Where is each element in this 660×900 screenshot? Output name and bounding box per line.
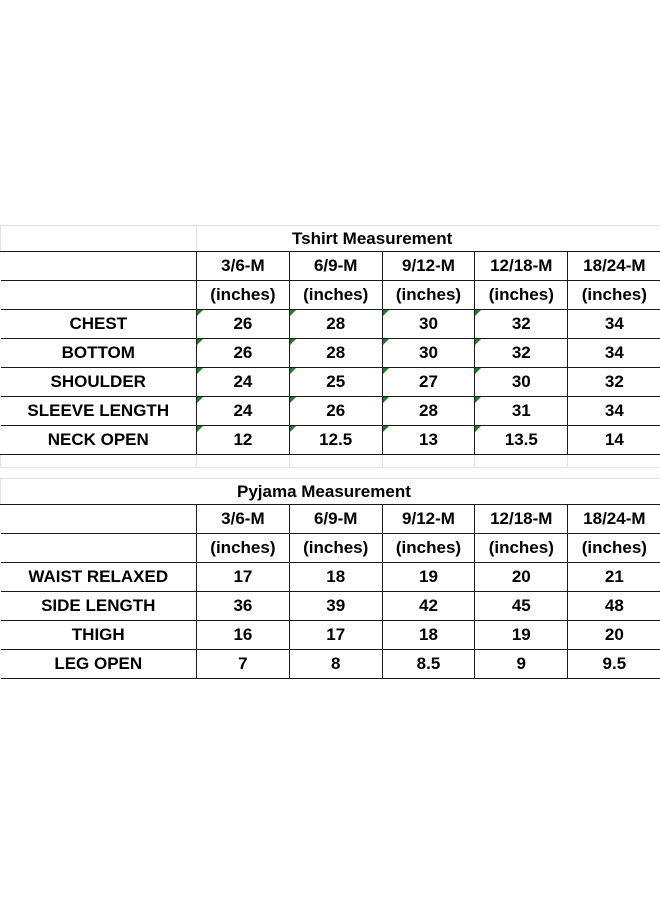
number-warning-indicator-icon <box>197 339 203 345</box>
value-text: 31 <box>511 401 531 420</box>
spacer-row <box>1 455 660 468</box>
value-cell[interactable] <box>289 368 382 397</box>
value-cell[interactable]: 17 <box>197 563 290 592</box>
unit-cell[interactable]: (inches) <box>568 534 660 563</box>
unit-cell[interactable]: (inches) <box>382 281 475 310</box>
value-text: 27 <box>419 372 438 391</box>
value-cell[interactable]: 19 <box>475 621 568 650</box>
number-warning-indicator-icon <box>197 397 203 403</box>
empty-cell[interactable] <box>1 226 197 252</box>
size-header[interactable]: 9/12-M <box>382 252 475 281</box>
row-label[interactable]: WAIST RELAXED <box>1 563 197 592</box>
number-warning-indicator-icon <box>383 426 389 432</box>
value-cell[interactable]: 17 <box>289 621 382 650</box>
size-header-row <box>1 252 660 281</box>
value-cell[interactable]: 9.5 <box>568 650 660 679</box>
value-text: 26 <box>233 314 253 333</box>
value-cell[interactable]: 7 <box>197 650 290 679</box>
number-warning-indicator-icon <box>197 426 203 432</box>
size-header[interactable]: 18/24-M <box>568 252 660 281</box>
value-cell[interactable] <box>289 310 382 339</box>
value-cell[interactable] <box>197 397 290 426</box>
value-text: 32 <box>511 343 531 362</box>
value-cell[interactable] <box>289 339 382 368</box>
value-cell[interactable]: 36 <box>197 592 290 621</box>
unit-cell[interactable]: (inches) <box>289 281 382 310</box>
value-text: 34 <box>604 401 624 420</box>
table-row <box>1 310 660 339</box>
number-warning-indicator-icon <box>475 339 481 345</box>
value-cell[interactable]: 21 <box>568 563 660 592</box>
value-text: 12.5 <box>319 430 353 449</box>
empty-cell[interactable] <box>1 252 197 281</box>
value-cell[interactable] <box>289 397 382 426</box>
value-cell[interactable]: 9 <box>475 650 568 679</box>
value-cell[interactable] <box>289 426 382 455</box>
number-warning-indicator-icon <box>475 368 481 374</box>
unit-cell[interactable]: (inches) <box>475 281 568 310</box>
row-label[interactable]: BOTTOM <box>1 339 197 368</box>
table-title-row <box>1 479 660 505</box>
number-warning-indicator-icon <box>290 339 296 345</box>
value-text: 24 <box>233 372 253 391</box>
table-row <box>1 339 660 368</box>
pyjama-table-title[interactable]: Pyjama Measurement <box>1 479 660 505</box>
number-warning-indicator-icon <box>383 339 389 345</box>
value-text: 30 <box>511 372 531 391</box>
number-warning-indicator-icon <box>197 310 203 316</box>
value-cell[interactable] <box>475 426 568 455</box>
value-text: 34 <box>604 314 624 333</box>
value-cell[interactable] <box>568 397 660 426</box>
value-cell[interactable]: 48 <box>568 592 660 621</box>
row-label[interactable]: THIGH <box>1 621 197 650</box>
size-header[interactable]: 3/6-M <box>197 505 290 534</box>
value-cell[interactable] <box>382 397 475 426</box>
tshirt-table-title[interactable]: Tshirt Measurement <box>197 226 660 252</box>
value-text: 32 <box>511 314 531 333</box>
number-warning-indicator-icon <box>475 426 481 432</box>
number-warning-indicator-icon <box>475 310 481 316</box>
value-text: 32 <box>604 372 624 391</box>
pyjama-measurement-section <box>0 478 660 679</box>
number-warning-indicator-icon <box>197 368 203 374</box>
value-cell[interactable] <box>197 310 290 339</box>
size-header[interactable]: 9/12-M <box>382 505 475 534</box>
value-text: 30 <box>419 343 438 362</box>
value-text: 34 <box>604 343 624 362</box>
size-header[interactable]: 18/24-M <box>568 505 660 534</box>
size-header[interactable]: 3/6-M <box>197 252 290 281</box>
value-text: 30 <box>419 314 438 333</box>
value-cell[interactable] <box>382 310 475 339</box>
value-text: 24 <box>233 401 253 420</box>
number-warning-indicator-icon <box>383 368 389 374</box>
number-warning-indicator-icon <box>290 368 296 374</box>
value-cell[interactable] <box>197 339 290 368</box>
table-row <box>1 621 660 650</box>
table-title-row <box>1 226 660 252</box>
value-cell[interactable] <box>382 368 475 397</box>
value-cell[interactable] <box>475 368 568 397</box>
value-text: 28 <box>419 401 438 420</box>
pyjama-measurement-table <box>0 478 660 679</box>
value-cell[interactable]: 8 <box>289 650 382 679</box>
value-text: 25 <box>326 372 346 391</box>
unit-cell[interactable]: (inches) <box>475 534 568 563</box>
value-cell[interactable] <box>382 426 475 455</box>
table-row <box>1 368 660 397</box>
table-row <box>1 592 660 621</box>
value-cell[interactable]: 16 <box>197 621 290 650</box>
value-cell[interactable] <box>568 368 660 397</box>
value-text: 26 <box>326 401 346 420</box>
empty-cell[interactable] <box>1 505 197 534</box>
value-cell[interactable]: 8.5 <box>382 650 475 679</box>
value-text: 13 <box>419 430 438 449</box>
empty-cell[interactable] <box>1 534 197 563</box>
unit-cell[interactable]: (inches) <box>382 534 475 563</box>
unit-cell[interactable]: (inches) <box>568 281 660 310</box>
value-text: 28 <box>326 343 346 362</box>
value-cell[interactable]: 45 <box>475 592 568 621</box>
tshirt-measurement-section <box>0 225 660 468</box>
value-text: 28 <box>326 314 346 333</box>
value-cell[interactable] <box>475 339 568 368</box>
row-label[interactable]: NECK OPEN <box>1 426 197 455</box>
tshirt-measurement-table <box>0 225 660 468</box>
empty-cell[interactable] <box>475 455 568 468</box>
value-cell[interactable]: 42 <box>382 592 475 621</box>
value-text: 12 <box>233 430 253 449</box>
value-cell[interactable]: 39 <box>289 592 382 621</box>
unit-cell[interactable]: (inches) <box>289 534 382 563</box>
value-cell[interactable]: 18 <box>289 563 382 592</box>
row-label[interactable]: CHEST <box>1 310 197 339</box>
row-label[interactable]: SIDE LENGTH <box>1 592 197 621</box>
size-header[interactable]: 12/18-M <box>475 505 568 534</box>
empty-cell[interactable] <box>382 455 475 468</box>
row-label[interactable]: LEG OPEN <box>1 650 197 679</box>
number-warning-indicator-icon <box>290 310 296 316</box>
unit-row <box>1 534 660 563</box>
row-label[interactable]: SLEEVE LENGTH <box>1 397 197 426</box>
table-row <box>1 426 660 455</box>
empty-cell[interactable] <box>1 281 197 310</box>
value-cell[interactable] <box>568 426 660 455</box>
value-cell[interactable] <box>475 397 568 426</box>
value-text: 14 <box>604 430 624 449</box>
table-row <box>1 563 660 592</box>
value-cell[interactable] <box>197 426 290 455</box>
size-header[interactable]: 12/18-M <box>475 252 568 281</box>
value-cell[interactable]: 18 <box>382 621 475 650</box>
number-warning-indicator-icon <box>290 426 296 432</box>
size-header[interactable]: 6/9-M <box>289 252 382 281</box>
value-cell[interactable] <box>197 368 290 397</box>
table-row <box>1 650 660 679</box>
empty-cell[interactable] <box>568 455 660 468</box>
value-cell[interactable] <box>475 310 568 339</box>
unit-row <box>1 281 660 310</box>
value-text: 26 <box>233 343 253 362</box>
value-cell[interactable]: 19 <box>382 563 475 592</box>
empty-cell[interactable] <box>289 455 382 468</box>
number-warning-indicator-icon <box>290 397 296 403</box>
value-cell[interactable] <box>568 339 660 368</box>
number-warning-indicator-icon <box>383 397 389 403</box>
size-header[interactable]: 6/9-M <box>289 505 382 534</box>
value-cell[interactable] <box>382 339 475 368</box>
row-label[interactable]: SHOULDER <box>1 368 197 397</box>
value-cell[interactable]: 20 <box>475 563 568 592</box>
size-header-row <box>1 505 660 534</box>
value-cell[interactable] <box>568 310 660 339</box>
unit-cell[interactable]: (inches) <box>197 281 290 310</box>
value-cell[interactable]: 20 <box>568 621 660 650</box>
empty-cell[interactable] <box>197 455 290 468</box>
value-text: 13.5 <box>504 430 538 449</box>
number-warning-indicator-icon <box>475 397 481 403</box>
unit-cell[interactable]: (inches) <box>197 534 290 563</box>
number-warning-indicator-icon <box>383 310 389 316</box>
empty-cell[interactable] <box>1 455 197 468</box>
table-row <box>1 397 660 426</box>
